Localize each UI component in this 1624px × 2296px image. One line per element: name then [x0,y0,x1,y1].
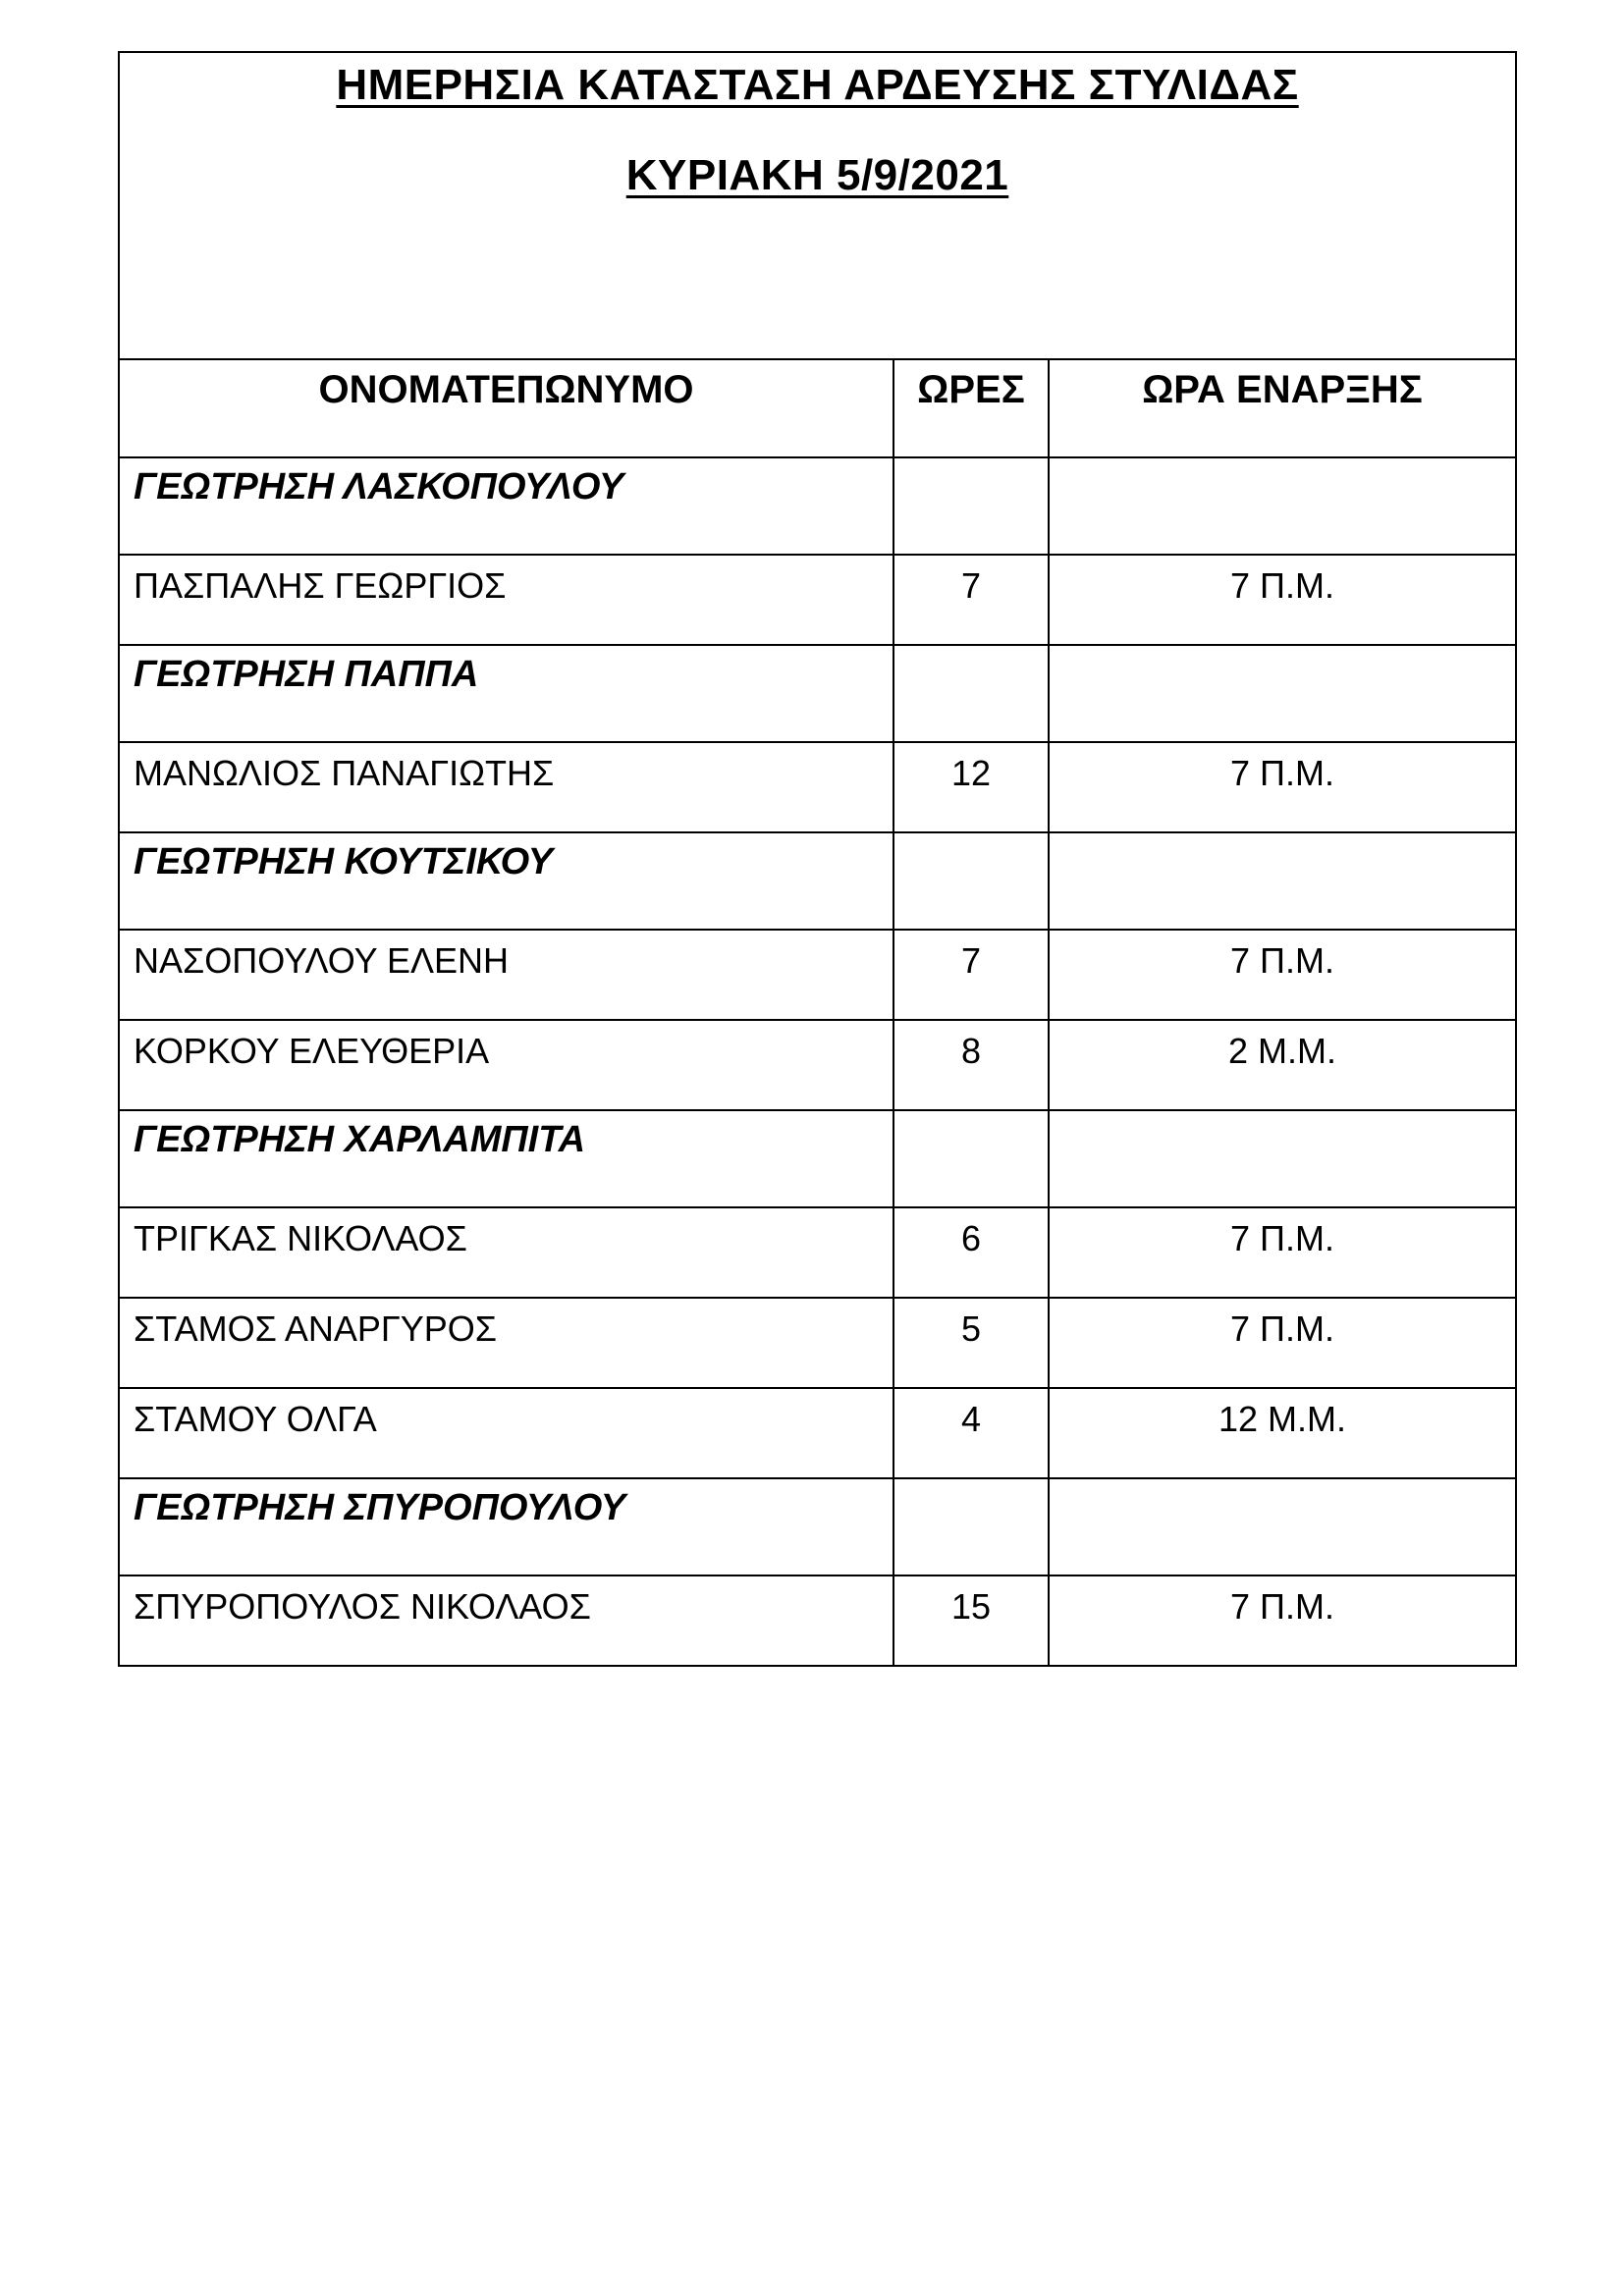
well-name-cell [119,1110,893,1207]
table-row [119,1207,1516,1298]
person-name: ΣΤΑΜΟΣ ΑΝΑΡΓΥΡΟΣ [134,1308,497,1349]
person-start-time-cell [1049,1207,1516,1298]
title-row [119,52,1516,359]
person-start-time-cell [1049,742,1516,832]
well-hours-empty [893,832,1049,930]
header-name [119,359,893,457]
well-start-empty [1049,1110,1516,1207]
person-start-time: 12 Μ.Μ. [1218,1399,1347,1439]
well-start-empty [1049,457,1516,555]
person-name-cell [119,1388,893,1478]
well-name-cell [119,1478,893,1575]
person-start-time-cell [1049,1575,1516,1666]
person-name: ΣΠΥΡΟΠΟΥΛΟΣ ΝΙΚΟΛΑΟΣ [134,1586,591,1627]
well-row [119,457,1516,555]
person-name: ΝΑΣΟΠΟΥΛΟΥ ΕΛΕΝΗ [134,940,510,981]
well-row [119,645,1516,742]
well-hours-empty [893,645,1049,742]
person-name: ΤΡΙΓΚΑΣ ΝΙΚΟΛΑΟΣ [134,1218,467,1258]
title-cell [119,52,1516,359]
table-row [119,1298,1516,1388]
person-name-cell [119,1298,893,1388]
person-start-time-cell [1049,930,1516,1020]
header-start-time-label: ΩΡΑ ΕΝΑΡΞΗΣ [1142,368,1423,411]
well-hours-empty [893,1478,1049,1575]
person-name: ΚΟΡΚΟΥ ΕΛΕΥΘΕΡΙΑ [134,1031,490,1071]
well-name-cell [119,645,893,742]
person-start-time-cell [1049,1298,1516,1388]
person-start-time: 7 Π.Μ. [1230,940,1335,981]
table-row [119,1020,1516,1110]
person-hours-cell [893,1020,1049,1110]
well-name: ΓΕΩΤΡΗΣΗ ΛΑΣΚΟΠΟΥΛΟΥ [134,466,624,507]
person-name: ΠΑΣΠΑΛΗΣ ΓΕΩΡΓΙΟΣ [134,565,507,606]
person-hours-cell [893,930,1049,1020]
person-start-time-cell [1049,555,1516,645]
well-start-empty [1049,1478,1516,1575]
well-start-empty [1049,832,1516,930]
person-hours-cell [893,555,1049,645]
person-start-time-cell [1049,1388,1516,1478]
table-row [119,930,1516,1020]
person-hours: 5 [960,1308,982,1349]
person-name-cell [119,1207,893,1298]
irrigation-table [118,51,1517,1667]
well-name: ΓΕΩΤΡΗΣΗ ΣΠΥΡΟΠΟΥΛΟΥ [134,1487,626,1528]
header-hours-label: ΩΡΕΣ [917,368,1025,411]
well-row [119,832,1516,930]
header-name-label: ΟΝΟΜΑΤΕΠΩΝΥΜΟ [318,368,694,411]
person-start-time-cell [1049,1020,1516,1110]
person-name-cell [119,930,893,1020]
well-hours-empty [893,457,1049,555]
well-hours-empty [893,1110,1049,1207]
person-hours-cell [893,1298,1049,1388]
person-name-cell [119,555,893,645]
person-hours-cell [893,1575,1049,1666]
header-hours [893,359,1049,457]
well-name: ΓΕΩΤΡΗΣΗ ΧΑΡΛΑΜΠΙΤΑ [134,1119,586,1160]
person-name-cell [119,742,893,832]
well-start-empty [1049,645,1516,742]
table-row [119,742,1516,832]
well-name: ΓΕΩΤΡΗΣΗ ΚΟΥΤΣΙΚΟΥ [134,841,554,882]
document-date: ΚΥΡΙΑΚΗ 5/9/2021 [625,151,1009,199]
person-hours-cell [893,1388,1049,1478]
well-name: ΓΕΩΤΡΗΣΗ ΠΑΠΠΑ [134,654,479,695]
document-title: ΗΜΕΡΗΣΙΑ ΚΑΤΑΣΤΑΣΗ ΑΡΔΕΥΣΗΣ ΣΤΥΛΙΔΑΣ [336,61,1299,109]
well-row [119,1478,1516,1575]
person-hours: 7 [960,940,982,981]
person-name: ΣΤΑΜΟΥ ΟΛΓΑ [134,1399,377,1439]
person-hours-cell [893,1207,1049,1298]
table-row [119,555,1516,645]
person-start-time: 2 Μ.Μ. [1228,1031,1337,1071]
person-hours: 15 [950,1586,992,1627]
person-name: ΜΑΝΩΛΙΟΣ ΠΑΝΑΓΙΩΤΗΣ [134,753,555,793]
person-start-time: 7 Π.Μ. [1230,753,1335,793]
person-hours-cell [893,742,1049,832]
person-hours: 4 [960,1399,982,1439]
well-name-cell [119,457,893,555]
person-hours: 7 [960,565,982,606]
table-header-row [119,359,1516,457]
person-start-time: 7 Π.Μ. [1230,1586,1335,1627]
person-name-cell [119,1020,893,1110]
person-start-time: 7 Π.Μ. [1230,1308,1335,1349]
table-row [119,1388,1516,1478]
person-hours: 6 [960,1218,982,1258]
person-hours: 8 [960,1031,982,1071]
person-start-time: 7 Π.Μ. [1230,1218,1335,1258]
person-name-cell [119,1575,893,1666]
person-hours: 12 [950,753,992,793]
header-start-time [1049,359,1516,457]
person-start-time: 7 Π.Μ. [1230,565,1335,606]
well-name-cell [119,832,893,930]
well-row [119,1110,1516,1207]
table-row [119,1575,1516,1666]
